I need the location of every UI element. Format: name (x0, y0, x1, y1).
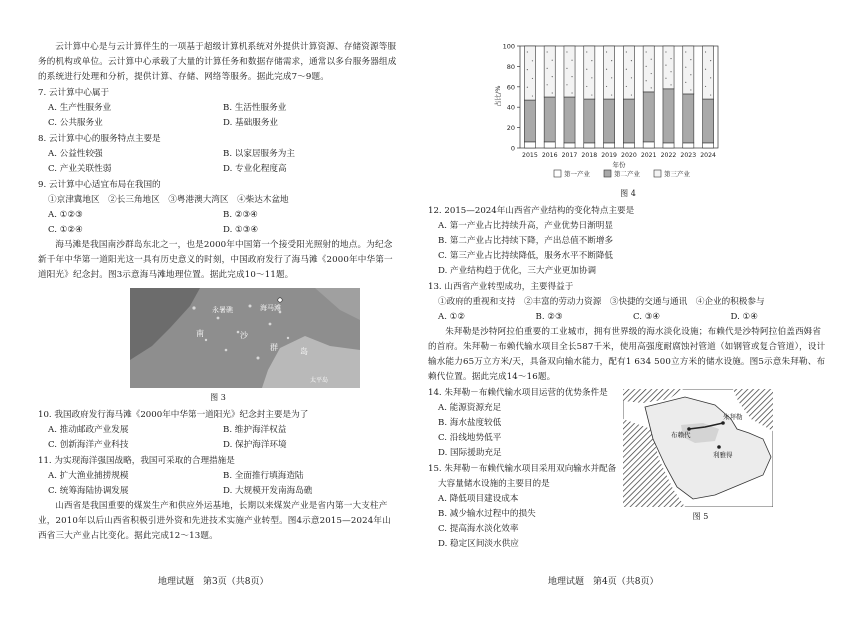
map-label-dao: 岛 (300, 347, 308, 356)
bar-dot (571, 60, 572, 61)
option: A. ①② (438, 312, 466, 322)
option: D. 稳定区间淡水供应 (438, 539, 519, 549)
question-7-options (38, 101, 398, 131)
bar-dot (606, 86, 607, 87)
figure-5-caption: 图 5 (692, 512, 709, 521)
option: B. 维护海洋权益 (223, 425, 287, 435)
bar-segment (524, 46, 535, 100)
bar-dot (710, 77, 711, 78)
option: B. 第二产业占比持续下降，产出总值不断增多 (438, 236, 614, 246)
option: D. ①④ (730, 312, 758, 322)
x-tick-label: 2019 (601, 152, 617, 159)
option: C. ①②④ (48, 225, 83, 235)
y-axis-label: 占比/% (494, 85, 502, 107)
legend-swatch (604, 170, 611, 177)
bar-dot (552, 92, 553, 93)
y-tick-label: 20 (506, 124, 515, 133)
figure-4-caption: 图 4 (620, 189, 636, 198)
question-12: 12. 2015—2024年山西省产业结构的变化特点主要是 (428, 206, 635, 216)
option: A. 公益性较强 (48, 149, 103, 159)
bar-dot (611, 60, 612, 61)
bar-dot (665, 51, 666, 52)
bar-dot (527, 51, 528, 52)
question-7: 7. 云计算中心属于 (38, 88, 110, 98)
bar-dot (685, 67, 686, 68)
legend-entry: 第三产业 (664, 170, 690, 178)
y-tick-label: 40 (506, 103, 515, 112)
bar-dot (611, 94, 612, 95)
bar-dot (646, 51, 647, 52)
question-14-options (428, 401, 624, 461)
bar-segment (604, 143, 615, 148)
bar-dot (710, 60, 711, 61)
bar-dot (571, 92, 572, 93)
bar-dot (606, 69, 607, 70)
option: A. 降低项目建设成本 (438, 494, 519, 504)
question-9-items: ①京津冀地区 ②长三角地区 ③粤港澳大湾区 ④柴达木盆地 (48, 195, 289, 205)
bar-segment (564, 46, 575, 97)
footer-page-4: 地理试题 第4页（共8页） (548, 577, 659, 587)
bar-segment (524, 142, 535, 148)
option: A. 扩大渔业捕捞规模 (48, 471, 129, 481)
bar-dot (651, 59, 652, 60)
option: C. 公共服务业 (48, 118, 103, 128)
map-label-buraydah: 布赖代 (671, 431, 691, 439)
bar-segment (623, 99, 634, 143)
bar-dot (705, 86, 706, 87)
question-13: 13. 山西省产业转型成功，主要得益于 (428, 282, 574, 292)
option: D. 专业化程度高 (223, 164, 287, 174)
bar-dot (705, 51, 706, 52)
bar-segment (584, 46, 595, 99)
bar-dot (705, 69, 706, 70)
question-10-options (38, 423, 398, 453)
map-label-taipingdao: 太平岛 (310, 377, 329, 384)
bar-segment (584, 143, 595, 148)
bar-dot (626, 86, 627, 87)
question-13-options (428, 310, 828, 325)
map-label-yongshujiao: 永暑礁 (212, 306, 233, 314)
option: A. 推动邮政产业发展 (48, 425, 129, 435)
option: D. ①③④ (223, 225, 259, 235)
bar-dot (690, 89, 691, 90)
bar-dot (532, 60, 533, 61)
option: B. 海水盐度较低 (438, 418, 502, 428)
bar-dot (670, 71, 671, 72)
bar-dot (547, 51, 548, 52)
bar-segment (643, 142, 654, 148)
option: C. ③④ (633, 312, 661, 322)
bar-dot (566, 51, 567, 52)
option: D. 基础服务业 (223, 118, 279, 128)
question-14: 14. 朱拜勒－布赖代输水项目运营的优势条件是 (428, 388, 608, 398)
bar-segment (663, 89, 674, 143)
bar-dot (690, 59, 691, 60)
map-label-qun: 群 (270, 343, 278, 352)
figure-3-caption: 图 3 (210, 393, 226, 402)
legend-entry: 第二产业 (614, 170, 640, 178)
x-tick-label: 2018 (581, 152, 598, 159)
question-10: 10. 我国政府发行海马滩《2000年中华第一道阳光》纪念封主要是为了 (38, 410, 309, 420)
intro-jubail: 朱拜勒是沙特阿拉伯重要的工业城市，拥有世界级的海水淡化设施；布赖代是沙特阿拉伯盖西姆省的首府。朱拜勒－布赖代输水项目全长587千米，使用高强度耐腐蚀衬管道（如钢管或复合管道），设计输水能力65万立方米/天，具备双向输水能力，配有1 634 500立方米的储水设施。图5示意朱拜勒、布赖代位置。据此完成14～16题。 (428, 327, 826, 382)
option: C. 第三产业占比持续降低，服务水平不断降低 (438, 251, 614, 261)
intro-haimatan: 海马滩是我国南沙群岛东北之一，也是2000年中国第一个接受阳光照射的地点。为纪念新千年中华第一道阳光这一具有历史意义的时刻，中国政府发行了海马滩《2000年中华第一道阳光》纪念封。图3示意海马滩地理位置。据此完成10～11题。 (38, 240, 393, 280)
bar-dot (591, 60, 592, 61)
option: C. 产业关联性弱 (48, 164, 112, 174)
x-tick-label: 2015 (522, 152, 538, 159)
bar-dot (547, 68, 548, 69)
bar-segment (564, 97, 575, 143)
option: B. 全面推行填海造陆 (223, 471, 304, 481)
bar-segment (703, 99, 714, 143)
question-9: 9. 云计算中心适宜布局在我国的 (38, 180, 161, 190)
x-tick-label: 2022 (660, 152, 677, 159)
bar-dot (552, 76, 553, 77)
bar-segment (623, 46, 634, 99)
bar-segment (604, 46, 615, 99)
bar-dot (690, 74, 691, 75)
x-axis-label: 年份 (612, 161, 626, 169)
question-15: 15. 朱拜勒－布赖代输水项目采用双向输水并配备 (428, 464, 617, 474)
bar-dot (631, 77, 632, 78)
x-tick-label: 2021 (640, 152, 657, 159)
x-tick-label: 2020 (621, 152, 637, 159)
bar-dot (532, 95, 533, 96)
option: B. 减少输水过程中的损失 (438, 509, 536, 519)
bar-dot (670, 58, 671, 59)
bar-segment (544, 46, 555, 97)
question-15-continued: 大容量储水设施的主要目的是 (438, 479, 550, 489)
left-page (38, 40, 398, 544)
bar-dot (591, 94, 592, 95)
bar-dot (611, 77, 612, 78)
option: B. ②③④ (223, 210, 258, 220)
bar-segment (524, 100, 535, 142)
bar-dot (566, 68, 567, 69)
bar-dot (651, 73, 652, 74)
bar-dot (547, 84, 548, 85)
question-15-options (428, 492, 624, 552)
option: B. 生活性服务业 (223, 103, 287, 113)
bar-segment (703, 143, 714, 148)
footer-page-3: 地理试题 第3页（共8页） (158, 577, 269, 587)
option: A. 生产性服务业 (48, 103, 112, 113)
question-8: 8. 云计算中心的服务特点主要是 (38, 134, 161, 144)
bar-segment (544, 97, 555, 142)
bar-segment (643, 92, 654, 142)
y-tick-label: 0 (510, 144, 515, 153)
map-label-riyadh: 利雅得 (713, 451, 733, 459)
question-13-items: ①政府的重视和支持 ②丰富的劳动力资源 ③快捷的交通与通讯 ④企业的积极参与 (438, 297, 765, 307)
intro-cloud: 云计算中心是与云计算伴生的一项基于超级计算机系统对外提供计算资源、存储资源等服务的机构或单位。云计算中心承载了大量的计算任务和数据存储需求，通常以多台服务器组成的系统进行处理和分析，提供计算、存储、网络等服务。据此完成7～9题。 (38, 42, 397, 82)
q14-16-block (428, 385, 828, 552)
bar-segment (683, 46, 694, 94)
figure-3-map (130, 288, 360, 388)
bar-dot (685, 82, 686, 83)
map-label-haimatan: 海马滩 (260, 304, 281, 312)
right-page (428, 38, 828, 552)
x-tick-label: 2024 (700, 152, 716, 159)
bar-dot (552, 60, 553, 61)
question-11-options (38, 469, 398, 499)
question-11: 11. 为实现海洋强国战略，我国可采取的合理措施是 (38, 456, 235, 466)
y-tick-label: 100 (502, 42, 515, 51)
map-label-jubail: 朱拜勒 (723, 413, 743, 421)
bar-dot (651, 87, 652, 88)
question-12-options (428, 219, 828, 279)
bar-dot (527, 69, 528, 70)
bar-dot (532, 78, 533, 79)
option: D. 保护海洋环境 (223, 440, 287, 450)
question-8-options (38, 147, 398, 177)
x-tick-label: 2023 (680, 152, 697, 159)
option: C. 统筹海陆协调发展 (48, 486, 129, 496)
bar-dot (586, 69, 587, 70)
intro-shanxi: 山西省是我国重要的煤炭生产和供应外运基地，长期以来煤炭产业是省内第一大支柱产业，2010年以后山西省积极引进外资和先进技术实施产业转型。图4示意2015—2024年山西省三大产业占比变化。据此完成12～13题。 (38, 501, 391, 541)
legend-swatch (654, 170, 661, 177)
bar-segment (663, 143, 674, 148)
bar-segment (703, 46, 714, 99)
option: B. ②③ (535, 312, 563, 322)
bar-segment (584, 99, 595, 143)
bar-segment (663, 46, 674, 89)
legend-swatch (554, 170, 561, 177)
bar-segment (564, 143, 575, 148)
bar-dot (665, 65, 666, 66)
bar-dot (710, 94, 711, 95)
option: C. 创新海洋产业科技 (48, 440, 129, 450)
option: A. 第一产业占比持续升高，产业优势日渐明显 (438, 221, 613, 231)
option: A. ①②③ (48, 210, 83, 220)
option: C. 沿线地势低平 (438, 433, 502, 443)
legend-entry: 第一产业 (564, 170, 590, 178)
figure-5-map (623, 389, 773, 507)
map-label-sha: 沙 (240, 331, 248, 340)
bar-dot (631, 94, 632, 95)
bar-dot (631, 60, 632, 61)
option: D. 大规模开发南海岛礁 (223, 486, 313, 496)
bar-dot (566, 84, 567, 85)
option: D. 产业结构趋于优化，三大产业更加协调 (438, 266, 597, 276)
bar-dot (571, 76, 572, 77)
bar-dot (606, 51, 607, 52)
bar-dot (586, 86, 587, 87)
bar-dot (591, 77, 592, 78)
bar-segment (683, 94, 694, 143)
map-label-nan: 南 (196, 329, 204, 338)
figure-4-chart (428, 38, 828, 188)
bar-dot (670, 84, 671, 85)
bar-dot (586, 51, 587, 52)
bar-dot (626, 69, 627, 70)
bar-dot (626, 51, 627, 52)
bar-segment (604, 99, 615, 143)
option: B. 以家居服务为主 (223, 149, 295, 159)
bar-dot (646, 80, 647, 81)
bar-segment (643, 46, 654, 92)
bar-segment (544, 142, 555, 148)
y-tick-label: 60 (506, 83, 515, 92)
bar-dot (685, 51, 686, 52)
option: C. 提高海水淡化效率 (438, 524, 519, 534)
x-tick-label: 2016 (541, 152, 558, 159)
bar-dot (527, 87, 528, 88)
y-tick-label: 80 (506, 62, 515, 71)
option: D. 国际援助充足 (438, 448, 502, 458)
option: A. 能源资源充足 (438, 403, 502, 413)
bar-segment (623, 143, 634, 148)
bar-dot (665, 78, 666, 79)
bar-segment (683, 143, 694, 148)
bar-dot (646, 66, 647, 67)
x-tick-label: 2017 (561, 152, 578, 159)
question-9-options (38, 208, 398, 238)
